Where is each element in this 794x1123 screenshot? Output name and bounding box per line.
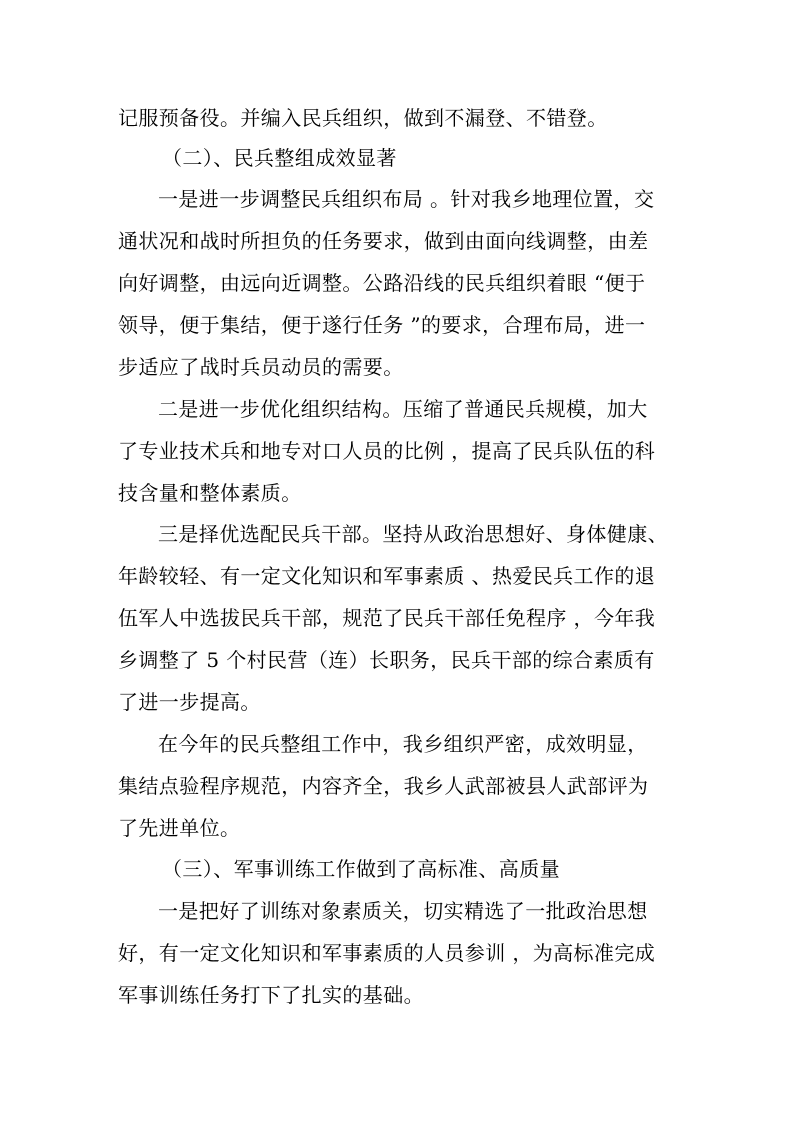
section-heading: （三）、军事训练工作做到了高标准、高质量 xyxy=(162,857,560,881)
text-line: 了先进单位。 xyxy=(118,816,241,840)
text-line: 了专业技术兵和地专对口人员的比例 ，提高了民兵队伍的科 xyxy=(118,439,656,463)
text-line: 一是把好了训练对象素质关，切实精选了一批政治思想 xyxy=(158,899,648,923)
text-line: 乡调整了 5 个村民营（连）长职务，民兵干部的综合素质有 xyxy=(118,648,655,672)
text-line: 伍军人中选拔民兵干部，规范了民兵干部任免程序 ，今年我 xyxy=(118,606,656,630)
section-heading: （二）、民兵整组成效显著 xyxy=(162,146,397,170)
text-line: 步适应了战时兵员动员的需要。 xyxy=(118,355,404,379)
text-line: 在今年的民兵整组工作中，我乡组织严密，成效明显， xyxy=(158,732,648,756)
text-line: 记服预备役。并编入民兵组织，做到不漏登、不错登。 xyxy=(118,106,608,130)
text-line: 一是进一步调整民兵组织布局 。针对我乡地理位置，交 xyxy=(158,187,655,211)
text-line: 通状况和战时所担负的任务要求，做到由面向线调整，由差 xyxy=(118,229,649,253)
text-line: 年龄较轻、有一定文化知识和军事素质 、热爱民兵工作的退 xyxy=(118,564,656,588)
text-line: 三是择优选配民兵干部。坚持从政治思想好、身体健康、 xyxy=(158,522,668,546)
text-line: 集结点验程序规范，内容齐全，我乡人武部被县人武部评为 xyxy=(118,774,649,798)
text-line: 好，有一定文化知识和军事素质的人员参训 ，为高标准完成 xyxy=(118,941,656,965)
text-line: 了进一步提高。 xyxy=(118,690,261,714)
text-line: 军事训练任务打下了扎实的基础。 xyxy=(118,983,424,1007)
text-line: 二是进一步优化组织结构。压缩了普通民兵规模，加大 xyxy=(158,397,648,421)
text-line: 领导，便于集结，便于遂行任务 ”的要求，合理布局，进一 xyxy=(118,313,646,337)
text-line: 向好调整，由远向近调整。公路沿线的民兵组织着眼 “便于 xyxy=(118,271,646,295)
text-line: 技含量和整体素质。 xyxy=(118,481,302,505)
